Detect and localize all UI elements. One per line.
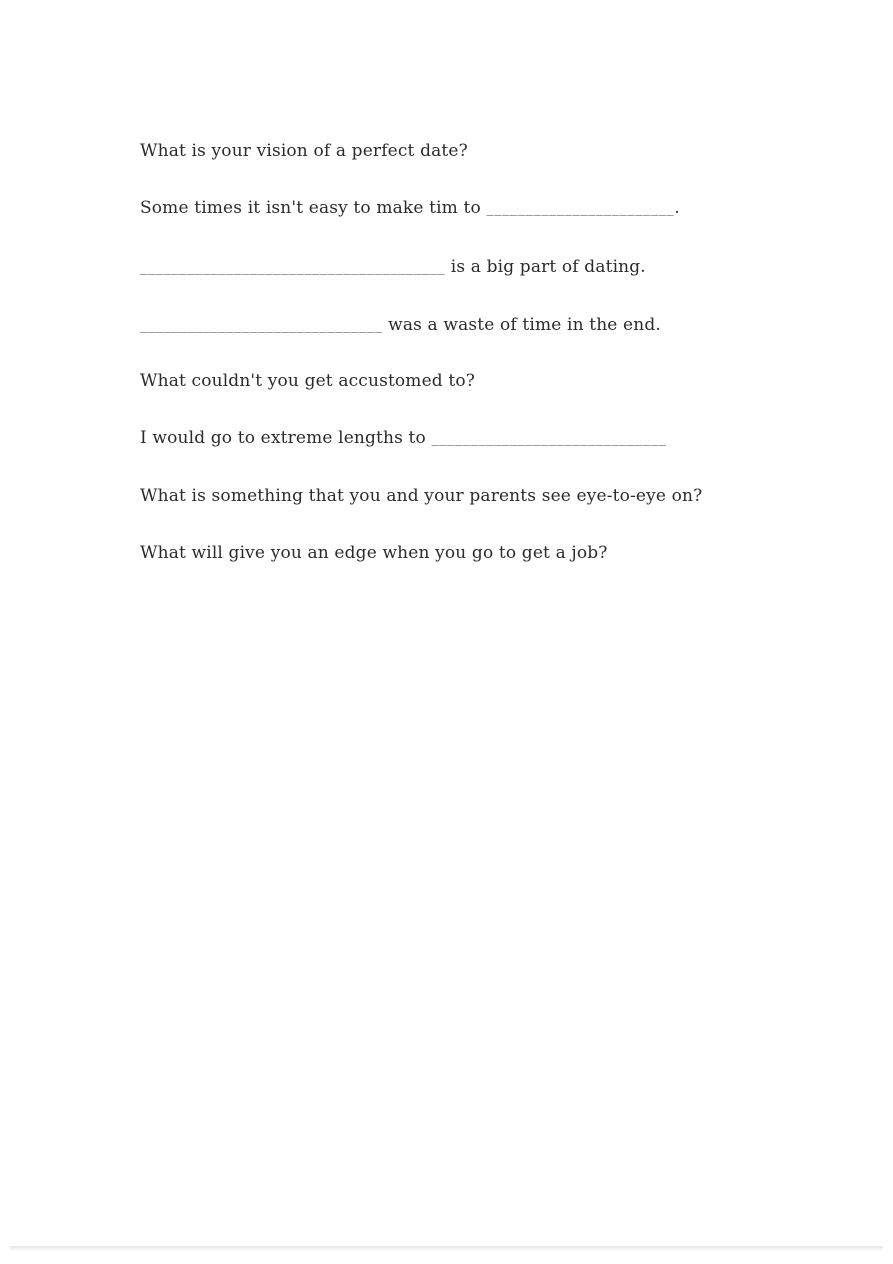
sentence-waste-of-time [140, 315, 661, 335]
sentence-end-text: is a big part of dating. [445, 257, 646, 277]
question-eye-to-eye [140, 486, 702, 506]
question-accustomed [140, 371, 475, 391]
answer-blank[interactable]: _______________________________________ [140, 261, 446, 275]
scan-edge-shadow [10, 1246, 883, 1251]
answer-blank[interactable]: _______________________________ [140, 319, 383, 333]
sentence-lead-text: Some times it isn't easy to make tim to [140, 198, 487, 218]
answer-blank[interactable]: ________________________ [486, 202, 675, 216]
question-text: What couldn't you get accustomed to? [140, 371, 476, 391]
answer-blank[interactable]: ______________________________ [431, 432, 667, 446]
sentence-part-of-dating [140, 257, 646, 277]
question-text: What will give you an edge when you go to get a job? [140, 543, 608, 563]
sentence-end-text: . [674, 198, 680, 218]
question-job-edge [140, 543, 608, 563]
question-text: What is something that you and your parents see eye-to-eye on? [140, 486, 703, 506]
question-perfect-date [140, 141, 468, 161]
question-text: What is your vision of a perfect date? [140, 141, 468, 161]
sentence-lead-text: I would go to extreme lengths to [140, 428, 432, 448]
sentence-make-time [140, 198, 680, 218]
sentence-end-text: was a waste of time in the end. [382, 315, 661, 335]
sentence-extreme-lengths [140, 428, 666, 448]
